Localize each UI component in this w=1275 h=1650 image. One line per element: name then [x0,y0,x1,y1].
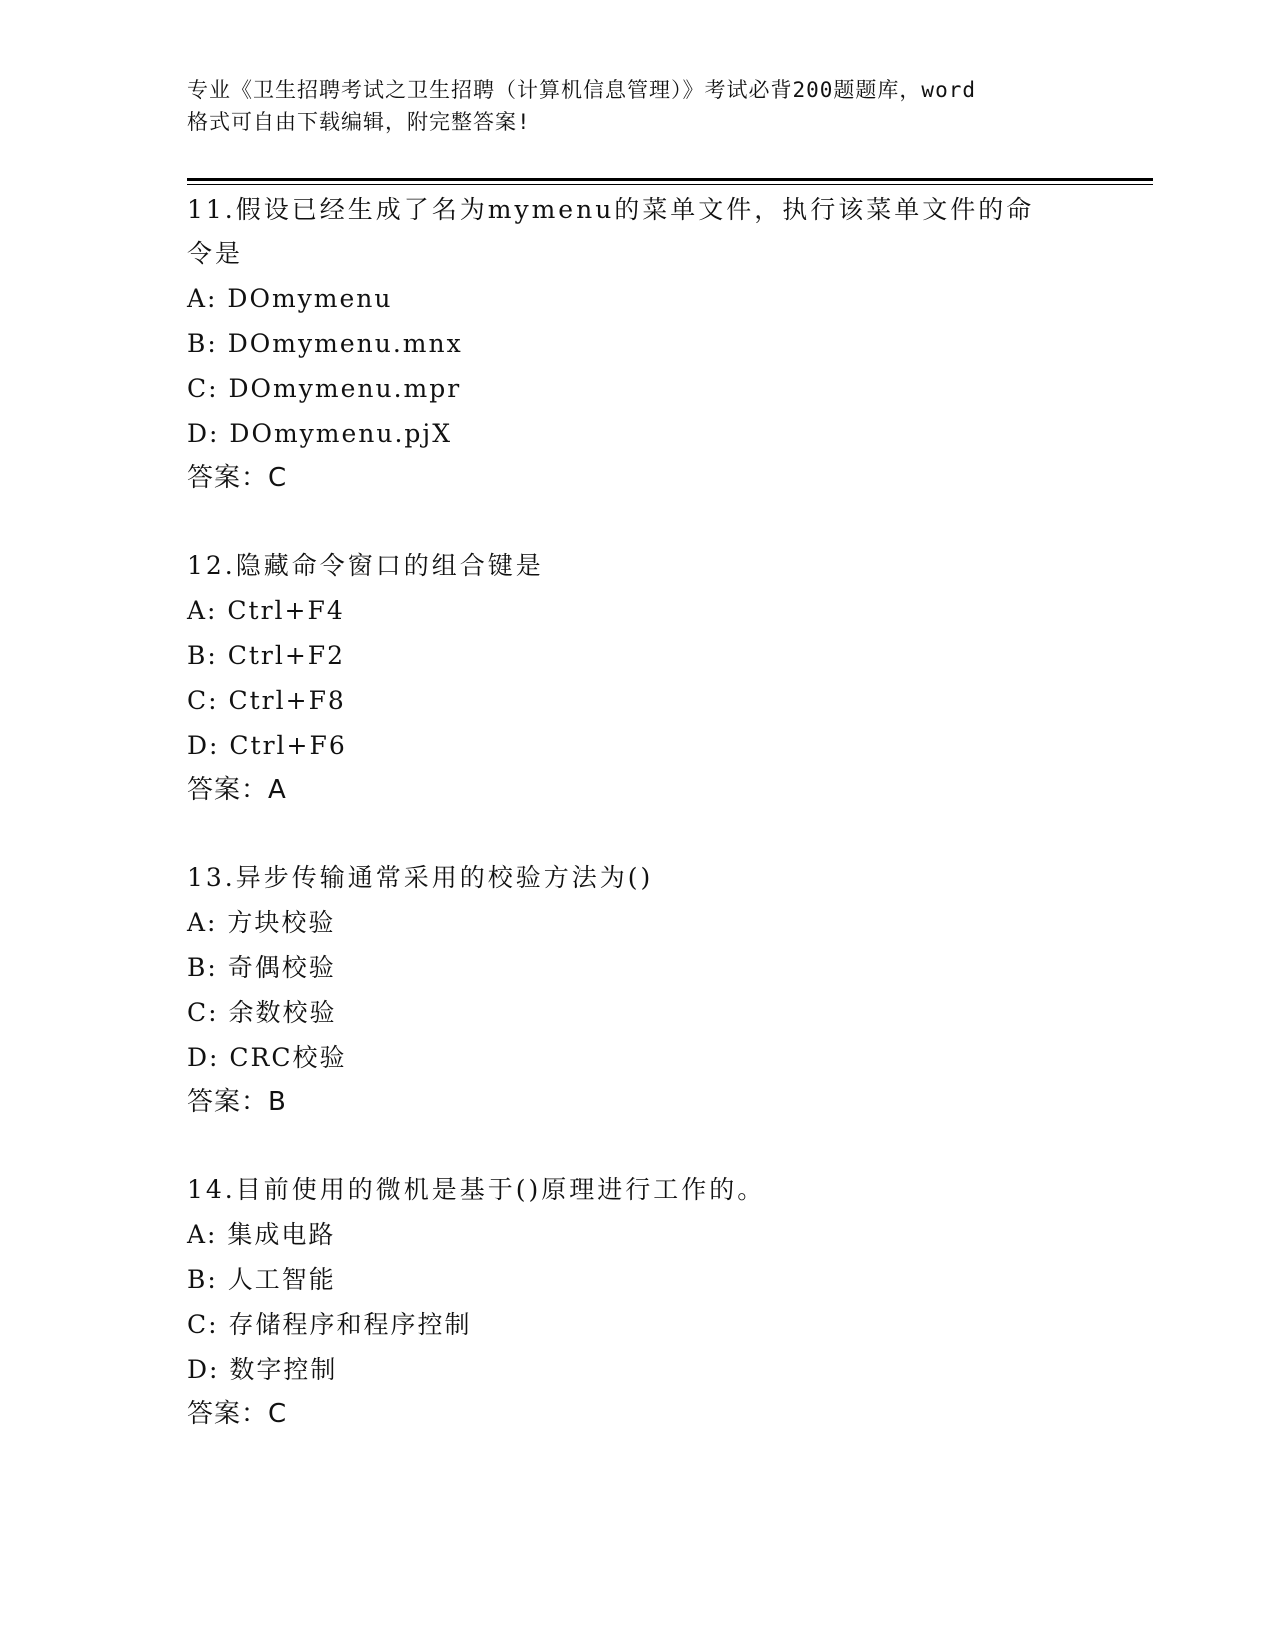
header-divider-thin [187,184,1153,185]
option-d: D: 数字控制 [187,1355,338,1384]
question-13 [187,856,1087,1124]
answer-line: 答案：B [187,1087,287,1117]
option-c: C: 存储程序和程序控制 [187,1310,472,1339]
document-header [187,74,1087,138]
option-c: C: 余数校验 [187,998,337,1027]
question-stem: 11.假设已经生成了名为mymenu的菜单文件，执行该菜单文件的命令是 [187,195,1035,268]
question-stem: 13.异步传输通常采用的校验方法为() [187,863,654,892]
option-a: A: 方块校验 [187,908,336,937]
option-b: B: 奇偶校验 [187,953,336,982]
option-a: A: Ctrl+F4 [187,596,345,625]
option-c: C: DOmymenu.mpr [187,374,462,403]
option-b: B: DOmymenu.mnx [187,329,463,358]
question-stem: 12.隐藏命令窗口的组合键是 [187,551,544,580]
option-b: B: 人工智能 [187,1265,336,1294]
option-d: D: Ctrl+F6 [187,731,347,760]
header-line-1: 专业《卫生招聘考试之卫生招聘（计算机信息管理）》考试必背200题题库，word [187,78,976,102]
option-a: A: 集成电路 [187,1220,336,1249]
header-divider-thick [187,178,1153,181]
question-stem: 14.目前使用的微机是基于()原理进行工作的。 [187,1175,766,1204]
answer-line: 答案：A [187,775,287,805]
header-line-2: 格式可自由下载编辑，附完整答案! [187,110,531,134]
question-11 [187,188,1087,500]
question-12 [187,544,1087,812]
option-d: D: DOmymenu.pjX [187,419,452,448]
option-b: B: Ctrl+F2 [187,641,346,670]
question-list [187,188,1087,1480]
option-d: D: CRC校验 [187,1043,347,1072]
option-c: C: Ctrl+F8 [187,686,346,715]
question-14 [187,1168,1087,1436]
answer-line: 答案：C [187,1399,288,1429]
answer-line: 答案：C [187,463,288,493]
option-a: A: DOmymenu [187,284,393,313]
